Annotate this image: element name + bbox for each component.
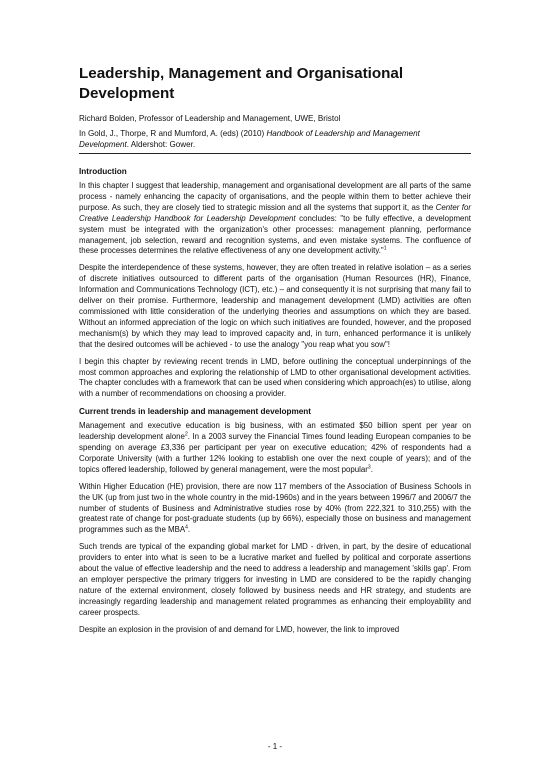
trends-p1-text-c: . [370,464,373,474]
citation-suffix: . Aldershot: Gower. [126,140,196,149]
introduction-paragraph-2: Despite the interdependence of these systems, however, they are often treated in relative isolation – as a series of discrete initiatives outsourced to different parts of the organisation (Human Resources (HR), Finance, Information and Communications Technology (ICT), etc.) – and consequently it is not surprising that many fail to deliver on their promise. Furthermore, leadership and management development (LMD) activities are often commissioned with little consideration of the underlying theories and assumptions on which they are based. Without an informed appreciation of the logic on which such initiatives are founded, however, and the proposed mechanism(s) by which they may lead to improved capacity and, in turn, enhanced performance it is unlikely that the desired outcomes will be achieved - to use the analogy "you reap what you sow"! [79,263,471,349]
introduction-paragraph-3: I begin this chapter by reviewing recent trends in LMD, before outlining the conceptual underpinnings of the most common approaches and exploring the relationship of LMD to other organisational development activities. The chapter concludes with a framework that can be used when considering which approach(es) to utilise, along with a number of recommendations on choosing a provider. [79,356,471,399]
intro-p1-handbook-title: Center for Creative Leadership Handbook for Leadership Development [79,202,471,223]
page-content [79,64,471,642]
document-title: Leadership, Management and Organisational Development [79,65,404,102]
intro-p1-text-a: In this chapter I suggest that leadership, management and organisational development are all parts of the same process - namely enhancing the capacity of organisations, and the people within them to better achieve their purpose. As such, they are closely tied to strategic mission and all the systems that support it, as the [79,181,471,212]
author-line: Richard Bolden, Professor of Leadership and Management, UWE, Bristol [79,114,341,123]
footnote-ref-3: 3 [367,464,371,471]
introduction-heading: Introduction [79,167,127,176]
footnote-ref-4: 4 [185,524,188,531]
trends-paragraph-2 [79,482,471,537]
citation-prefix: In Gold, J., Thorpe, R and Mumford, A. (eds) (2010) [79,129,267,138]
citation-line [79,128,471,154]
citation-book-title: Handbook of Leadership and Management Development [79,129,420,149]
introduction-paragraph-1 [79,181,471,257]
trends-paragraph-1 [79,421,471,476]
trends-paragraph-3: Such trends are typical of the expanding global market for LMD - driven, in part, by the desire of educational providers to enter into what is seen to be a lucrative market and fuelled by political and corporate assertions about the value of effective leadership and the need to address a leadership and management 'skills gap'. From an employer perspective the primary triggers for investing in LMD are considered to be the rapidly changing nature of the external environment, closely followed by business needs and HR strategy, and students are increasingly regarding leadership and management related programmes as enhancing their employability and career prospects. [79,542,471,617]
trends-p2-text-b: . [187,525,191,535]
trends-p1-text-b: . In a 2003 survey the Financial Times found leading European companies to be spending on average £3,336 per participant per year on executive education; 42% of respondents had a Corporate University (with a further 12% looking to establish one over the next couple of years); and of the topics offered leadership, followed by general management, were the most popular [79,432,471,474]
page-number: - 1 - [267,742,283,751]
trends-p2-text-a: Within Higher Education (HE) provision, there are now 117 members of the Association of Business Schools in the UK (up from just two in the whole country in the mid-1960s) and in the years between 1996/7 and 2006/7 the number of students of Business and Administrative studies rose by 40% (from 222,321 to 310,255) with the greatest rate of change for post-graduate students (up by 66%), especially those on business and management programmes such as the MBA [79,481,471,535]
intro-p1-text-c: concludes: "to be fully effective, a development system must be integrated with the organization's other processes: management planning, performance management, job selection, reward and recognition systems, and even mistake systems. The confluence of these processes determines the relative effectiveness of any one development activity." [79,213,471,256]
trends-p1-text-a: Management and executive education is big business, with an estimated $50 billion spent per year on leadership development alone [79,421,471,442]
footnote-ref-1: 1 [383,245,387,252]
trends-paragraph-4: Despite an explosion in the provision of and demand for LMD, however, the link to improved [79,624,400,634]
footnote-ref-2: 2 [184,431,188,438]
trends-heading: Current trends in leadership and management development [79,407,312,417]
